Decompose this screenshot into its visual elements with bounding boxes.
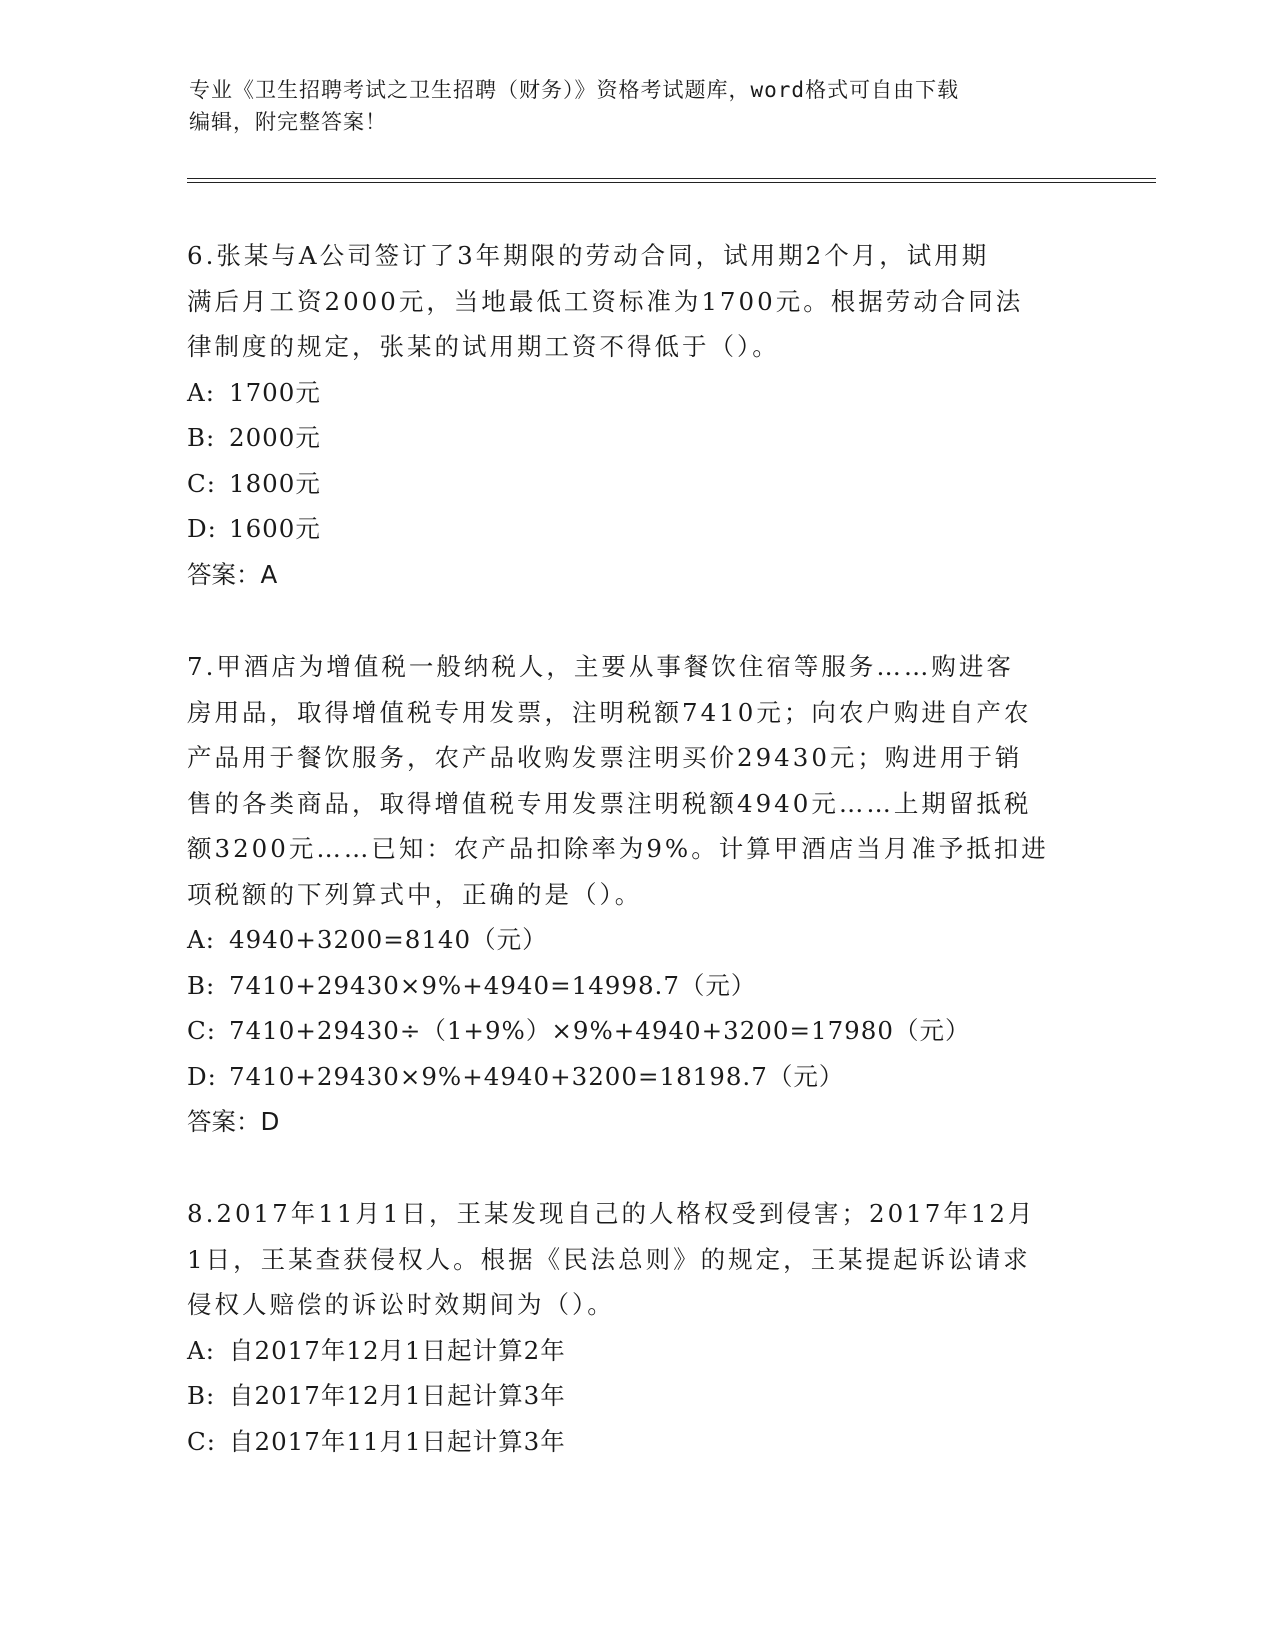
header-divider-top <box>187 178 1156 179</box>
option-letter: A: <box>187 377 215 407</box>
option-a <box>187 1328 1087 1374</box>
option-letter: C: <box>187 468 217 498</box>
option-b <box>187 415 1087 461</box>
option-b <box>187 1373 1087 1419</box>
question-stem-line: 律制度的规定，张某的试用期工资不得低于（）。 <box>187 332 780 361</box>
option-c <box>187 1419 1087 1465</box>
option-text: 7410+29430×9%+4940+3200=18198.7（元） <box>229 1061 845 1091</box>
option-text: 4940+3200=8140（元） <box>229 925 548 954</box>
option-letter: C: <box>187 1426 217 1456</box>
option-text: 1600元 <box>229 514 321 543</box>
question-stem-line: 售的各类商品，取得增值税专用发票注明税额4940元……上期留抵税 <box>187 788 1032 818</box>
option-text: 自2017年12月1日起计算2年 <box>229 1335 566 1365</box>
question-stem-line: 满后月工资2000元，当地最低工资标准为1700元。根据劳动合同法 <box>187 286 1024 316</box>
option-d <box>187 506 1087 552</box>
option-text: 7410+29430÷（1+9%）×9%+4940+3200=17980（元） <box>229 1016 971 1045</box>
question-stem-line: 6.张某与A公司签订了3年期限的劳动合同，试用期2个月，试用期 <box>187 241 990 270</box>
option-text: 自2017年12月1日起计算3年 <box>229 1381 566 1410</box>
question-8 <box>187 1191 1087 1464</box>
header-divider-bottom <box>187 182 1156 183</box>
option-letter: D: <box>187 1061 217 1091</box>
option-letter: D: <box>187 514 217 543</box>
question-stem-line: 8.2017年11月1日，王某发现自己的人格权受到侵害；2017年12月 <box>187 1199 1036 1228</box>
document-header <box>189 74 1089 138</box>
option-letter: A: <box>187 925 215 954</box>
option-letter: C: <box>187 1016 217 1045</box>
option-d <box>187 1054 1087 1100</box>
question-stem-line: 产品用于餐饮服务，农产品收购发票注明买价29430元；购进用于销 <box>187 743 1023 772</box>
option-text: 1800元 <box>229 468 321 498</box>
question-stem-line: 项税额的下列算式中，正确的是（）。 <box>187 879 643 909</box>
option-letter: B: <box>187 970 216 1000</box>
answer-label: 答案：A <box>187 559 278 589</box>
option-text: 2000元 <box>229 423 321 452</box>
question-6 <box>187 233 1087 597</box>
option-c <box>187 1008 1087 1054</box>
header-line-2: 编辑，附完整答案！ <box>189 110 387 134</box>
option-text: 1700元 <box>229 377 321 407</box>
question-stem-line: 额3200元……已知：农产品扣除率为9%。计算甲酒店当月准予抵扣进 <box>187 834 1049 863</box>
option-letter: A: <box>187 1335 215 1365</box>
answer-label: 答案：D <box>187 1107 280 1136</box>
question-stem-line: 侵权人赔偿的诉讼时效期间为（）。 <box>187 1290 615 1319</box>
option-text: 7410+29430×9%+4940=14998.7（元） <box>229 970 757 1000</box>
option-a <box>187 917 1087 963</box>
question-stem-line: 房用品，取得增值税专用发票，注明税额7410元；向农户购进自产农 <box>187 697 1032 727</box>
option-b <box>187 963 1087 1009</box>
option-c <box>187 461 1087 507</box>
option-text: 自2017年11月1日起计算3年 <box>229 1426 566 1456</box>
question-stem-line: 1日，王某查获侵权人。根据《民法总则》的规定，王某提起诉讼请求 <box>187 1244 1031 1274</box>
question-7 <box>187 644 1087 1145</box>
option-letter: B: <box>187 1381 216 1410</box>
question-stem-line: 7.甲酒店为增值税一般纳税人，主要从事餐饮住宿等服务……购进客 <box>187 652 1014 681</box>
option-a <box>187 370 1087 416</box>
header-line-1: 专业《卫生招聘考试之卫生招聘（财务）》资格考试题库，word格式可自由下载 <box>189 78 960 102</box>
option-letter: B: <box>187 423 216 452</box>
